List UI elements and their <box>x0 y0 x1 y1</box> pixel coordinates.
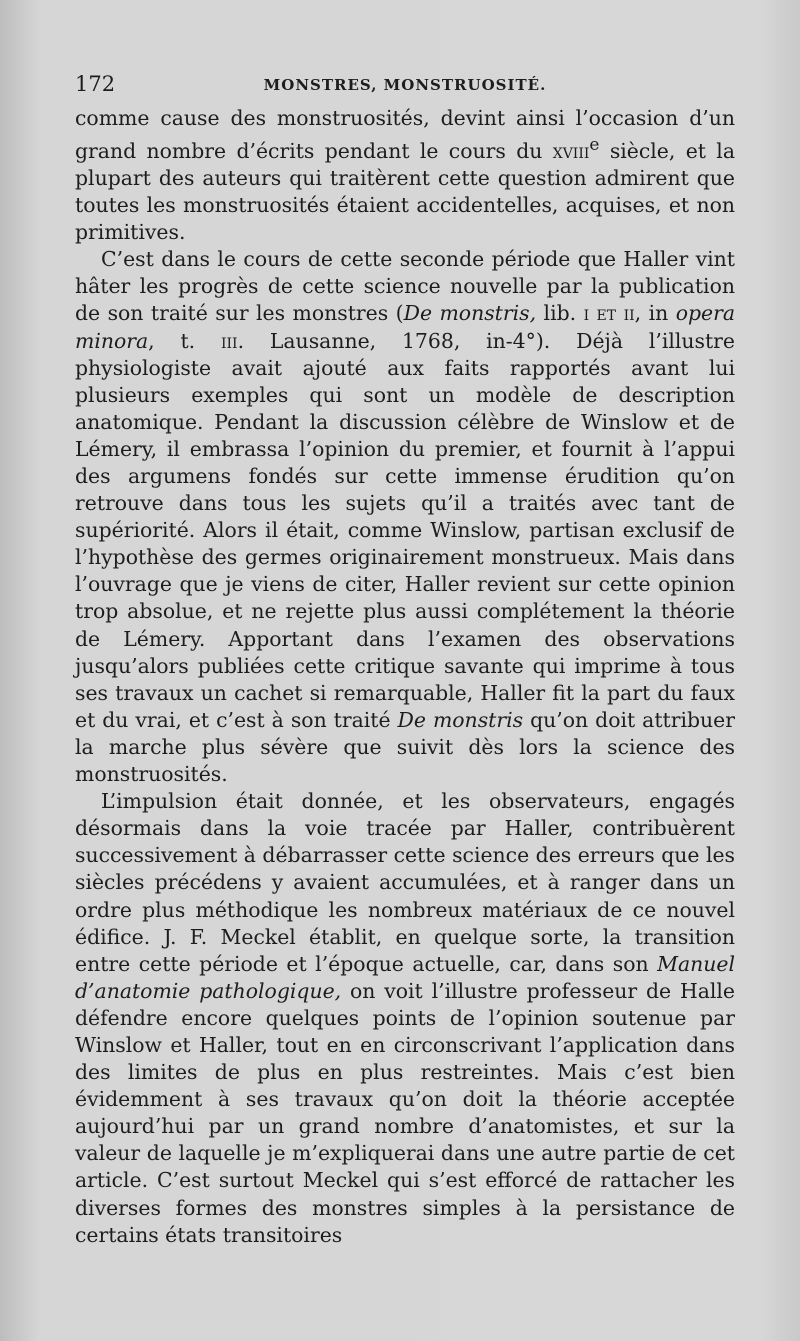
text-run: , in <box>634 301 676 326</box>
paragraph-1 <box>75 105 735 246</box>
text-run: , t. <box>148 328 221 353</box>
running-title: MONSTRES, MONSTRUOSITÉ. <box>263 76 547 94</box>
italic-title: De monstris, <box>403 301 537 326</box>
text-run: qu’on doit attribuer la marche plus sévère que suivit dès lors la science des monstruosités. <box>75 707 735 787</box>
text-run: lib. <box>536 301 584 326</box>
book-numerals: i et ii <box>583 301 635 326</box>
italic-title: Manuel d’anatomie pathologique, <box>75 951 735 1003</box>
page-number: 172 <box>75 72 116 96</box>
text-run: C’est dans le cours de cette seconde période que Haller vint hâter les progrès de cette science nouvelle par la publication de son traité sur les monstres ( <box>75 247 735 326</box>
italic-title: De monstris <box>397 707 524 732</box>
century-numeral: xviii <box>552 138 590 163</box>
body-text <box>75 105 735 1249</box>
text-run: comme cause des monstruosités, devint ainsi l’occasion d’un grand nombre d’écrits pendant le cours du <box>75 106 735 163</box>
paragraph-2 <box>75 246 735 788</box>
text-run: L’impulsion était donnée, et les observateurs, engagés désormais dans la voie tracée par Haller, contribuèrent successivement à débarrasser cette science des erreurs que les siècles précédens y avaient accumulées, et à ranger dans un ordre plus méthodique les nombreux matériaux de ce nouvel édifice. J. F. Meckel établit, en quelque sorte, la transition entre cette période et l’époque actuelle, car, dans son <box>75 789 735 976</box>
italic-title: opera minora <box>75 301 735 353</box>
page-header <box>75 72 735 104</box>
paragraph-3 <box>75 788 735 1249</box>
tome-numeral: iii <box>220 328 238 353</box>
text-run: on voit l’illustre professeur de Halle défendre encore quelques points de l’opinion soutenue par Winslow et Haller, tout en en circonscrivant l’application dans des limites de plus en plus restreintes. Mais c’est bien évidemment à ses travaux qu’on doit la théorie acceptée aujourd’hui par un grand nombre d’anatomistes, et sur la valeur de laquelle je m’expliquerai dans une autre partie de cet article. C’est surtout Meckel qui s’est efforcé de rattacher les diverses formes des monstres simples à la persistance de certains états transitoires <box>75 978 735 1247</box>
text-run: . Lausanne, 1768, in-4°). Déjà l’illustre physiologiste avait ajouté aux faits rapportés avant lui plusieurs exemples qui sont un modèle de description anatomique. Pendant la discussion célèbre de Winslow et de Lémery, il embrassa l’opinion du premier, et fournit à l’appui des argumens fondés sur cette immense érudition qu’on retrouve dans tous les sujets qu’il a traités avec tant de supériorité. Alors il était, comme Winslow, partisan exclusif de l’hypothèse des germes originairement monstrueux. Mais dans l’ouvrage que je viens de citer, Haller revient sur cette opinion trop absolue, et ne rejette plus aussi complétement la théorie de Lémery. Apportant dans l’examen des observations jusqu’alors publiées cette critique savante qui imprime à tous ses travaux un cachet si remarquable, Haller fit la part du faux et du vrai, et c’est à son traité <box>75 328 735 732</box>
text-run: siècle, et la plupart des auteurs qui traitèrent cette question admirent que toutes les monstruosités étaient accidentelles, acquises, et non primitives. <box>75 138 735 245</box>
superscript: e <box>589 135 600 156</box>
